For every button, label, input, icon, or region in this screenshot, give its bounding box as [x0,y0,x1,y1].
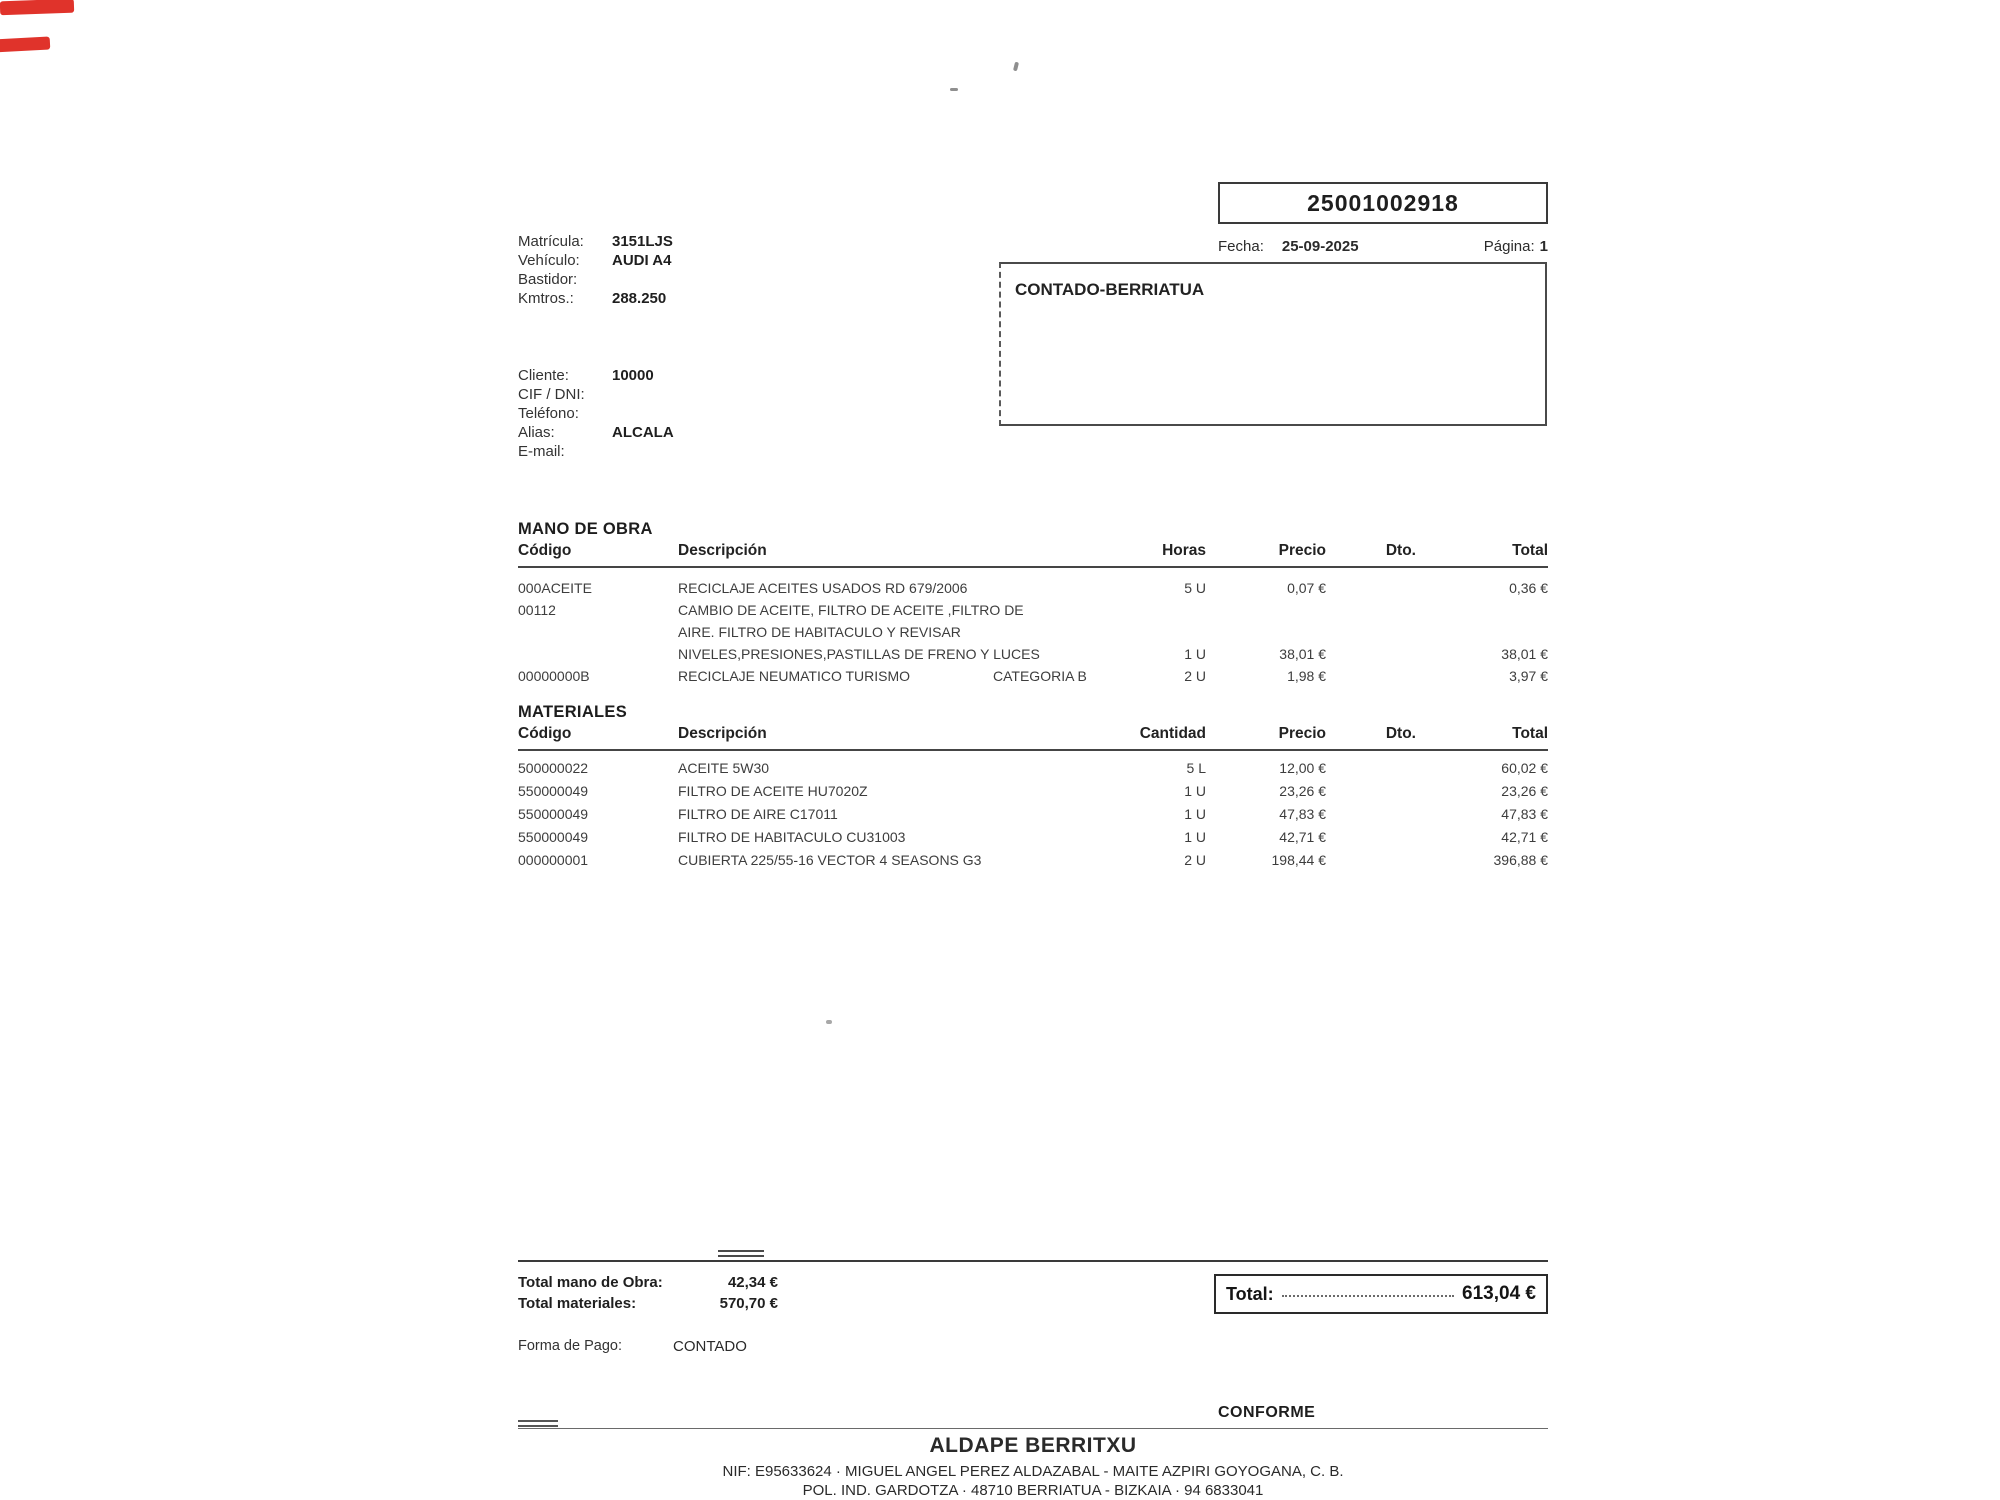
customer-address-box [999,262,1547,426]
scan-speck [826,1020,832,1024]
labor-header-codigo: Código [518,542,572,559]
materials-table-row-desc: CUBIERTA 225/55-16 VECTOR 4 SEASONS G3 [678,852,982,868]
materials-table-row-qty: 2 U [1184,852,1206,868]
labor-table-row-desc: NIVELES,PRESIONES,PASTILLAS DE FRENO Y LUCES [678,646,1040,662]
labor-table-row-desc2 [993,599,1118,621]
payment-method-row [518,1338,747,1355]
labor-table-row-precio: 0,07 € [1287,580,1326,596]
materials-table-row [518,757,1548,780]
grand-total-value: 613,04 € [1462,1283,1536,1304]
materials-table-row-desc: ACEITE 5W30 [678,760,770,776]
materials-table-body [518,757,1548,872]
materials-table-header [518,725,1548,751]
labor-table-row-desc: RECICLAJE ACEITES USADOS RD 679/2006 [678,580,968,596]
materials-table-row-desc2 [993,803,1118,826]
labor-table-row [518,621,1548,643]
labor-header-descripcion: Descripción [678,542,767,559]
labor-table-row-codigo [518,621,678,643]
labor-table-row [518,577,1548,599]
vehicle-info-row-value: 288.250 [612,290,667,307]
materials-table-row-precio: 42,71 € [1279,829,1326,845]
materials-table-row-dto [1326,803,1416,826]
vehicle-info-row [518,232,673,251]
materials-header-dto: Dto. [1385,725,1416,742]
materials-table-row [518,826,1548,849]
scan-red-mark [0,36,50,52]
labor-table-row-dto [1326,577,1416,599]
labor-table-row [518,599,1548,621]
address-box-line: CONTADO-BERRIATUA [1015,280,1205,299]
materials-table-row-total: 47,83 € [1501,806,1548,822]
invoice-number: 25001002918 [1307,189,1459,216]
pagina-value: 1 [1539,238,1548,255]
total-labor-label: Total mano de Obra: [518,1274,663,1291]
client-info-row [518,423,674,442]
labor-table-row [518,643,1548,665]
materials-header-cantidad: Cantidad [1139,725,1206,742]
fecha-label: Fecha: [1218,238,1264,255]
client-info-row-value: ALCALA [612,424,674,441]
materials-table-row-codigo: 550000049 [518,806,589,822]
labor-header-dto: Dto. [1385,542,1416,559]
materials-table-row-dto [1326,826,1416,849]
labor-table-row-dto [1326,665,1416,687]
conforme-label: CONFORME [1218,1404,1316,1421]
materials-table-row-qty: 1 U [1184,783,1206,799]
labor-table-row-precio [1206,599,1326,621]
vehicle-info-row [518,289,673,308]
client-info-row-label: Teléfono: [518,405,579,422]
client-info-row-value: 10000 [612,367,654,384]
labor-table-row-precio [1206,621,1326,643]
labor-header-total: Total [1512,542,1548,559]
client-info-row [518,366,674,385]
materials-table-row-desc2 [993,826,1118,849]
invoice-meta-row [1218,238,1548,255]
materials-table-row-dto [1326,757,1416,780]
labor-table-row-codigo [518,643,678,665]
materials-section-title: MATERIALES [518,703,628,721]
vehicle-info-row-value: 3151LJS [612,233,673,250]
scan-rule-artifact [718,1250,764,1257]
invoice-number-box [1218,182,1548,224]
labor-table-row-dto [1326,621,1416,643]
dotted-leader [1282,1283,1454,1297]
materials-table-row-codigo: 550000049 [518,783,589,799]
fecha-value: 25-09-2025 [1281,238,1359,255]
materials-table-row-codigo: 000000001 [518,852,589,868]
totals-separator-rule [518,1260,1548,1262]
grand-total-box [1214,1274,1548,1314]
materials-table-row-desc2 [993,757,1118,780]
materials-table-row-desc: FILTRO DE ACEITE HU7020Z [678,783,868,799]
client-info-row-label: E-mail: [518,443,565,460]
grand-total-label: Total: [1226,1283,1274,1304]
materials-table-row-total: 42,71 € [1501,829,1548,845]
client-info-row-label: Alias: [518,424,555,441]
vehicle-info-row-value: AUDI A4 [612,252,672,269]
materials-table-row [518,803,1548,826]
scan-speck [1013,62,1019,72]
vehicle-info-row-label: Kmtros.: [518,290,574,307]
labor-table-row-qty: 2 U [1184,668,1206,684]
labor-table-row-total: 38,01 € [1501,646,1548,662]
company-nif-line: NIF: E95633624 · MIGUEL ANGEL PEREZ ALDAZABAL - MAITE AZPIRI GOYOGANA, C. B. [722,1463,1344,1480]
labor-header-horas: Horas [1162,542,1206,559]
labor-table-row-qty: 5 U [1184,580,1206,596]
labor-table-header [518,542,1548,568]
vehicle-info-row-label: Bastidor: [518,271,578,288]
signature-line-artifact [518,1420,558,1427]
labor-table-row-desc: RECICLAJE NEUMATICO TURISMO [678,668,911,684]
client-info-row [518,404,674,423]
materials-table-row-precio: 23,26 € [1279,783,1326,799]
labor-table-row-qty [1118,621,1206,643]
materials-table-row-total: 396,88 € [1493,852,1548,868]
vehicle-info-row-label: Vehículo: [518,252,580,269]
labor-table-row-dto [1326,643,1416,665]
client-info-row [518,385,674,404]
labor-table-row-precio: 38,01 € [1279,646,1326,662]
vehicle-info-row-label: Matrícula: [518,233,584,250]
company-footer [518,1434,1548,1499]
materials-table-row-codigo: 500000022 [518,760,589,776]
payment-method-label: Forma de Pago: [518,1338,622,1354]
total-labor-row [518,1272,778,1293]
materials-table-row-dto [1326,780,1416,803]
materials-table-row-desc: FILTRO DE HABITACULO CU31003 [678,829,906,845]
client-info-block [518,366,674,461]
vehicle-info-block [518,232,673,308]
labor-table-row-codigo: 00000000B [518,668,590,684]
labor-table-row-dto [1326,599,1416,621]
totals-summary-block [518,1272,778,1314]
labor-table-row-codigo: 00112 [518,602,556,618]
pagina-label: Página: [1483,238,1535,255]
labor-table-row-total: 0,36 € [1509,580,1548,596]
labor-table-row-desc2 [993,621,1118,643]
materials-header-total: Total [1512,725,1548,742]
materials-table-row-qty: 5 L [1186,760,1206,776]
labor-table-row-qty: 1 U [1184,646,1206,662]
labor-table-row-precio: 1,98 € [1287,668,1326,684]
labor-header-precio: Precio [1278,542,1326,559]
materials-table-row-total: 60,02 € [1501,760,1548,776]
vehicle-info-row [518,251,673,270]
total-labor-value: 42,34 € [727,1274,778,1291]
materials-header-descripcion: Descripción [678,725,767,742]
labor-table-row-total [1416,599,1548,621]
labor-section-title: MANO DE OBRA [518,520,653,538]
labor-table-body [518,577,1548,687]
materials-table-row-desc: FILTRO DE AIRE C17011 [678,806,838,822]
materials-table-row [518,780,1548,803]
labor-table-row-desc: CAMBIO DE ACEITE, FILTRO DE ACEITE ,FILTRO DE [678,602,1024,618]
total-materials-row [518,1293,778,1314]
footer-separator-rule [518,1428,1548,1429]
payment-method-value: CONTADO [673,1338,747,1355]
materials-header-precio: Precio [1278,725,1326,742]
labor-table-row-desc2 [993,577,1118,599]
materials-table-row-qty: 1 U [1184,829,1206,845]
total-materials-value: 570,70 € [719,1295,778,1312]
materials-table-row-desc2 [993,849,1118,872]
total-materials-label: Total materiales: [518,1295,637,1312]
materials-table-row-codigo: 550000049 [518,829,589,845]
scan-red-mark [0,0,74,15]
labor-table-row-desc: AIRE. FILTRO DE HABITACULO Y REVISAR [678,624,961,640]
company-name: ALDAPE BERRITXU [929,1434,1137,1457]
client-info-row-label: Cliente: [518,367,569,384]
labor-table-row-desc2 [993,643,1118,665]
vehicle-info-row [518,270,673,289]
labor-table-row-total: 3,97 € [1509,668,1548,684]
labor-table-row-desc2: CATEGORIA B [993,668,1087,684]
scan-speck [950,88,958,91]
materials-table-row-precio: 47,83 € [1279,806,1326,822]
materials-table-row-precio: 12,00 € [1279,760,1326,776]
labor-table-row-qty [1118,599,1206,621]
company-address-line: POL. IND. GARDOTZA · 48710 BERRIATUA - BIZKAIA · 94 6833041 [802,1482,1264,1499]
materials-table-row-dto [1326,849,1416,872]
client-info-row [518,442,674,461]
materials-table-row-desc2 [993,780,1118,803]
labor-table-row [518,665,1548,687]
materials-table-row-precio: 198,44 € [1271,852,1326,868]
client-info-row-label: CIF / DNI: [518,386,585,403]
labor-table-row-codigo: 000ACEITE [518,580,592,596]
labor-table-row-total [1416,621,1548,643]
materials-table-row [518,849,1548,872]
materials-header-codigo: Código [518,725,572,742]
materials-table-row-total: 23,26 € [1501,783,1548,799]
materials-table-row-qty: 1 U [1184,806,1206,822]
